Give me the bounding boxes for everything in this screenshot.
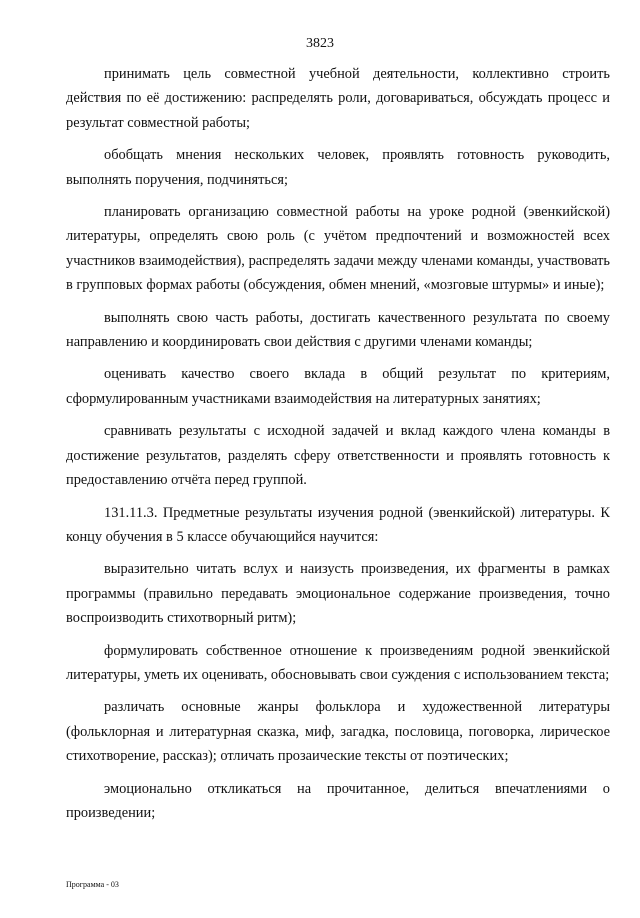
paragraph: различать основные жанры фольклора и художественной литературы (фольклорная и литературная сказка, миф, загадка, пословица, поговорка, лирическое стихотворение, рассказ); отличать прозаические тексты от поэтических; — [66, 699, 610, 765]
paragraph: формулировать собственное отношение к произведениям родной эвенкийской литературы, уметь их оценивать, обосновывать свои суждения с использованием текста; — [66, 642, 610, 683]
paragraph: эмоционально откликаться на прочитанное, делиться впечатлениями о произведении; — [66, 780, 610, 821]
page-number: 3823 — [306, 36, 334, 51]
paragraph: сравнивать результаты с исходной задачей и вклад каждого члена команды в достижение результатов, разделять сферу ответственности и проявлять готовность к предоставлению отчёта перед группой. — [66, 423, 610, 489]
paragraph: принимать цель совместной учебной деятельности, коллективно строить действия по её достижению: распределять роли, договариваться, обсуждать процесс и результат совместной работы; — [66, 66, 610, 131]
paragraph: обобщать мнения нескольких человек, проявлять готовность руководить, выполнять поручения, подчиняться; — [66, 147, 610, 188]
footer-label: Программа - 03 — [66, 880, 119, 889]
paragraph: планировать организацию совместной работы на уроке родной (эвенкийской) литературы, определять свою роль (с учётом предпочтений и возможностей всех участников взаимодействия), распределять задачи между членами команды, участвовать в групповых формах работы (обсуждения, обмен мнений, «мозговые штурмы» и иные); — [66, 204, 610, 294]
paragraph: выполнять свою часть работы, достигать качественного результата по своему направлению и координировать свои действия с другими членами команды; — [66, 309, 610, 351]
paragraph: выразительно читать вслух и наизусть произведения, их фрагменты в рамках программы (правильно передавать эмоциональное содержание произведения, точно воспроизводить стихотворный ритм); — [66, 561, 610, 627]
document-body — [66, 62, 610, 833]
section-paragraph: 131.11.3. Предметные результаты изучения родной (эвенкийской) литературы. К концу обучения в 5 классе обучающийся научится: — [66, 504, 610, 545]
paragraph: оценивать качество своего вклада в общий результат по критериям, сформулированным участниками взаимодействия на литературных занятиях; — [66, 366, 610, 407]
